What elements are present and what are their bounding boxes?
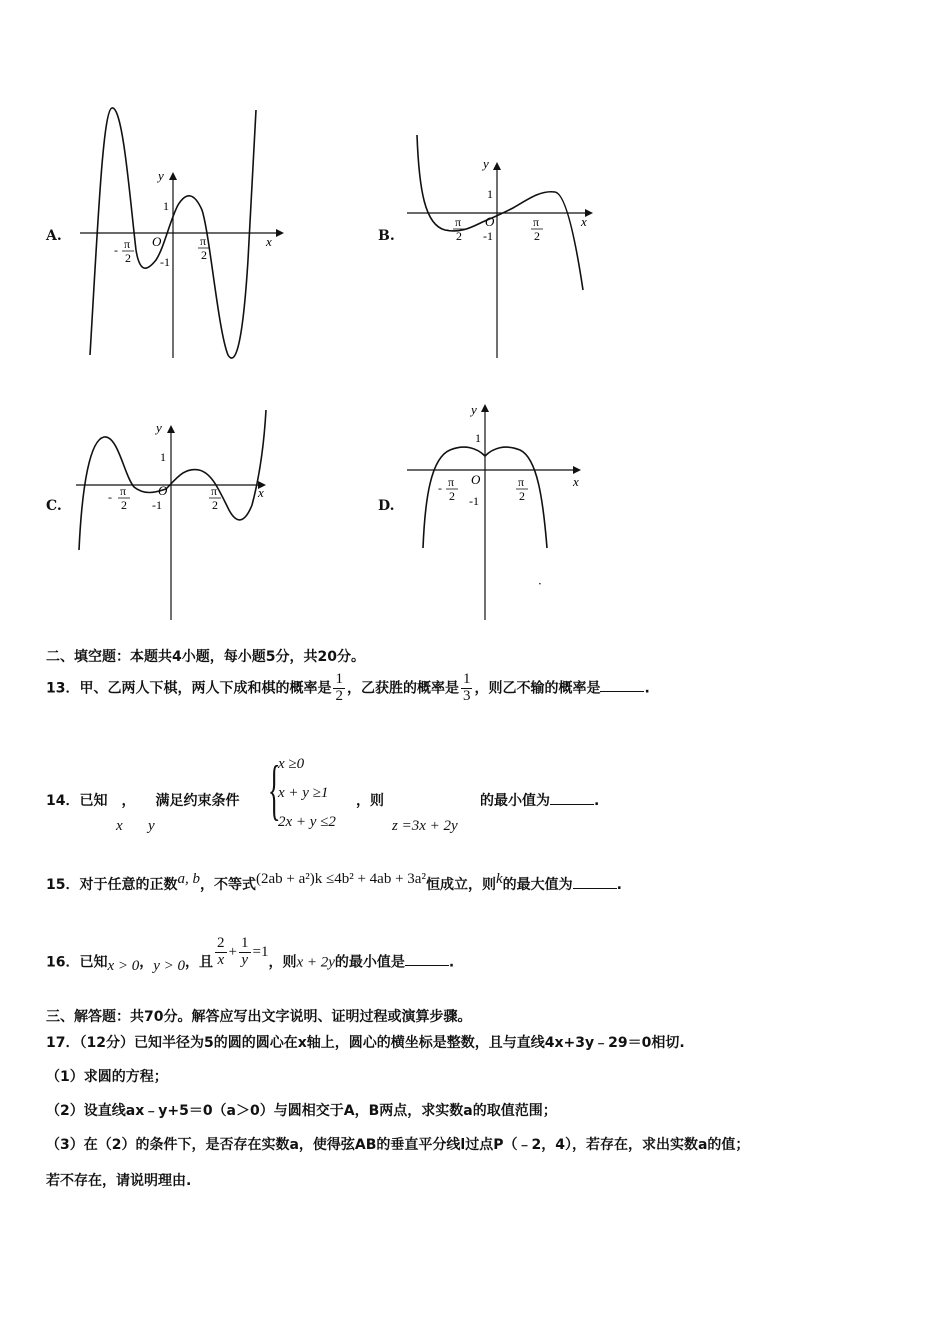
section3-heading: 三、解答题：共70分。解答应写出文字说明、证明过程或演算步骤。	[46, 1009, 472, 1025]
fraction-half: $\frac{1}{2}$	[335, 671, 343, 704]
option-d-label: D.	[378, 498, 395, 514]
tick-neg-half-pi: π	[455, 215, 462, 229]
origin-label: O	[152, 234, 162, 249]
tick-half-pi-den: 2	[534, 229, 540, 243]
tick-half-pi: π	[211, 484, 218, 498]
tick-half-pi-den: 2	[519, 489, 525, 503]
section2-heading: 二、填空题：本题共4小题，每小题5分，共20分。	[46, 649, 365, 665]
tick-one: 1	[487, 187, 493, 201]
tick-neg-half-pi-minus: -	[438, 481, 442, 495]
brace: {	[268, 752, 281, 828]
option-c-graph[interactable]	[74, 405, 284, 625]
question-14-then: ，则	[356, 793, 384, 809]
tick-neg-half-pi: π	[120, 484, 127, 498]
stray-dot: ·	[538, 577, 542, 591]
vars-ab: a, b	[177, 871, 200, 887]
x-label: x	[266, 234, 272, 249]
tick-neg-half-pi-minus: -	[114, 243, 118, 257]
tick-one: 1	[163, 199, 169, 213]
tick-neg-one: -1	[160, 255, 170, 269]
x-label: x	[581, 214, 587, 229]
answer-blank-13[interactable]	[600, 690, 644, 692]
expr-x-2y: x + 2y	[296, 954, 335, 971]
answer-blank-14[interactable]	[550, 803, 594, 805]
tick-half-pi: π	[533, 215, 540, 229]
y-axis-arrow	[481, 404, 489, 412]
tick-neg-half-pi: π	[124, 237, 131, 251]
constraint-2: x + y ≥1	[278, 785, 329, 801]
tick-neg-half-pi-minus: -	[108, 490, 112, 504]
tick-neg-half-pi-den: 2	[449, 489, 455, 503]
tick-one: 1	[160, 450, 166, 464]
question-13: 13．甲、乙两人下棋，两人下成和棋的概率是 $\frac{1}{2}$ ，乙获胜的概率是 $\frac{1}{3}$ ，则乙不输的概率是 .	[46, 671, 650, 704]
objective-z: z =3x + 2y	[392, 818, 458, 834]
option-a-label: A.	[46, 228, 62, 244]
tick-neg-one: -1	[152, 498, 162, 512]
question-16: 16．已知x > 0，y > 0，且 $\frac{2}{x}$ + $\frac{1}{y}$ =1，则x + 2y的最小值是 .	[46, 935, 455, 975]
fraction-third: $\frac{1}{3}$	[462, 671, 471, 704]
var-k: k	[495, 871, 503, 887]
option-a-graph[interactable]	[78, 100, 288, 365]
question-14-tail: 的最小值为 .	[480, 793, 600, 809]
constraint-3: 2x + y ≤2	[278, 814, 336, 830]
x-label: x	[573, 474, 579, 489]
question-17-part1: （1）求圆的方程；	[46, 1069, 168, 1085]
var-y: y	[148, 818, 155, 834]
constraint-1: x ≥0	[278, 756, 305, 772]
tick-neg-half-pi-den: 2	[125, 251, 131, 265]
question-14: 14．已知 ， 满足约束条件	[46, 793, 240, 809]
origin-label: O	[158, 483, 168, 498]
tick-neg-half-pi-den: 2	[456, 229, 462, 243]
answer-blank-15[interactable]	[573, 887, 617, 889]
x-axis-arrow	[276, 229, 284, 237]
tick-half-pi-den: 2	[212, 498, 218, 512]
answer-blank-16[interactable]	[405, 964, 449, 966]
cond-y: y > 0	[153, 958, 186, 975]
question-17-part3: （3）在（2）的条件下，是否存在实数a，使得弦AB的垂直平分线l过点P（﹣2，4），若存在，求出实数a的值；	[46, 1137, 750, 1153]
option-d-graph[interactable]	[405, 398, 600, 623]
question-17-part2: （2）设直线ax﹣y+5＝0（a＞0）与圆相交于A，B两点，求实数a的取值范围；	[46, 1103, 557, 1119]
inequality: (2ab + a²)k ≤4b² + 4ab + 3a²	[255, 871, 426, 887]
y-label: y	[483, 156, 489, 171]
tick-neg-half-pi-den: 2	[121, 498, 127, 512]
y-label: y	[158, 168, 164, 183]
option-b-label: B.	[378, 228, 395, 244]
origin-label: O	[471, 472, 481, 487]
y-axis-arrow	[167, 425, 175, 433]
tick-half-pi: π	[200, 234, 207, 248]
tick-one: 1	[475, 431, 481, 445]
question-15: 15．对于任意的正数a, b，不等式(2ab + a²)k ≤4b² + 4ab + 3a²恒成立，则k的最大值为 .	[46, 871, 622, 893]
x-label: x	[258, 485, 264, 500]
fraction-2-over-x: $\frac{2}{x}$	[217, 935, 225, 968]
y-axis-arrow	[493, 162, 501, 170]
tick-neg-one: -1	[469, 494, 479, 508]
y-label: y	[471, 402, 477, 417]
origin-label: O	[485, 214, 495, 229]
question-17-stem: 17．（12分）已知半径为5的圆的圆心在x轴上，圆心的横坐标是整数，且与直线4x+3y﹣29＝0相切.	[46, 1035, 685, 1051]
fraction-1-over-y: $\frac{1}{y}$	[241, 935, 249, 968]
y-axis-arrow	[169, 172, 177, 180]
x-axis-arrow	[573, 466, 581, 474]
cond-x: x > 0	[107, 958, 140, 975]
tick-half-pi-den: 2	[201, 248, 207, 262]
question-17-part3-cont: 若不存在，请说明理由.	[46, 1173, 192, 1189]
y-label: y	[156, 420, 162, 435]
option-b-graph[interactable]	[405, 130, 600, 362]
tick-neg-half-pi: π	[448, 475, 455, 489]
tick-neg-half-pi-minus: -	[445, 222, 449, 236]
var-x: x	[116, 818, 123, 834]
tick-neg-one: -1	[483, 229, 493, 243]
option-c-label: C.	[46, 498, 62, 514]
tick-half-pi: π	[518, 475, 525, 489]
